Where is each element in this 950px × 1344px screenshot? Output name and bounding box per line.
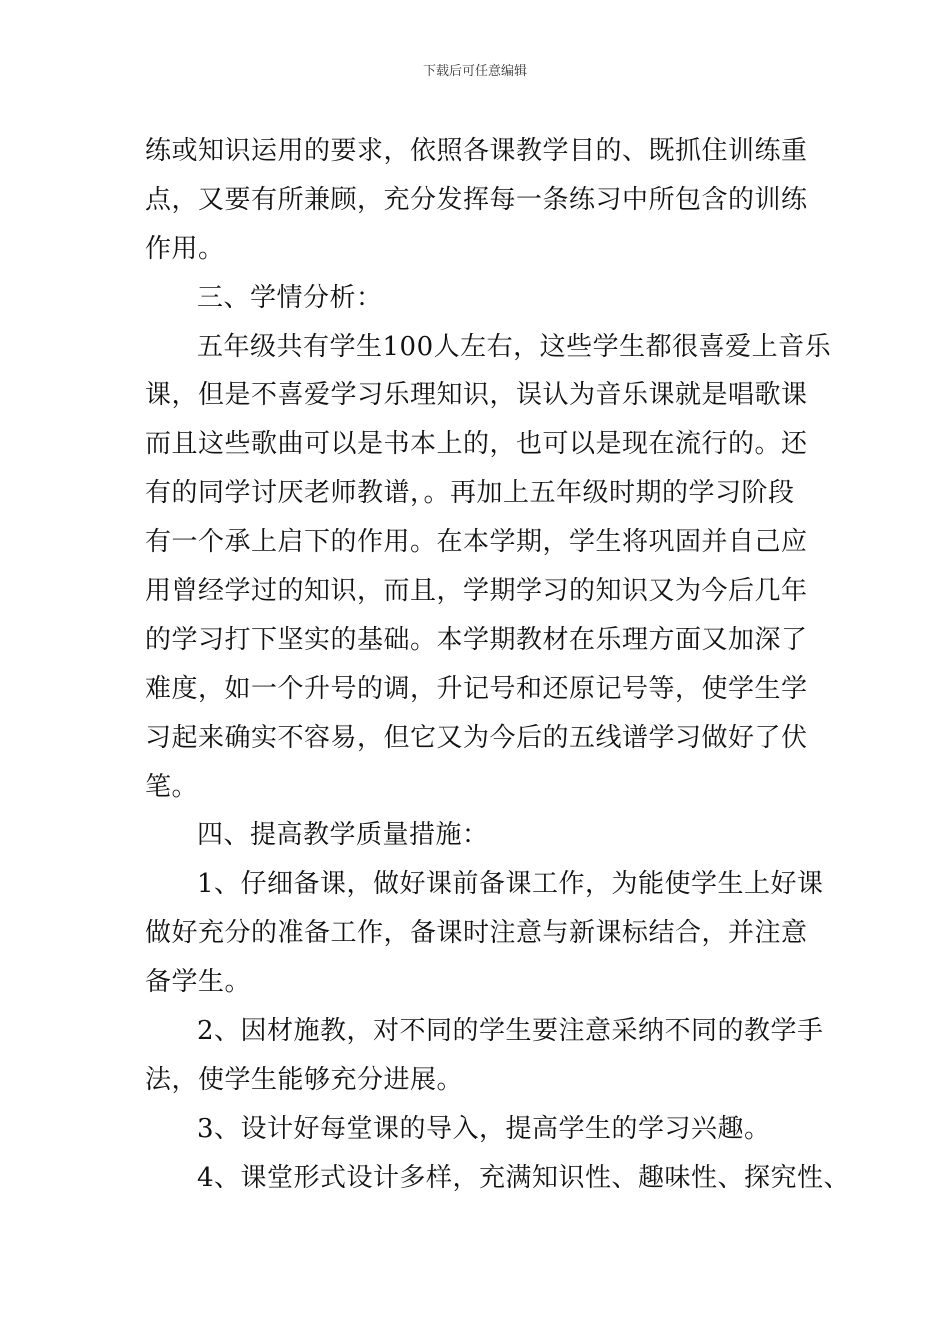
text-line: 点，又要有所兼顾，充分发挥每一条练习中所包含的训练 xyxy=(145,184,808,215)
text-line: 四、提高教学质量措施： xyxy=(197,820,489,851)
text-line: 习起来确实不容易，但它又为今后的五线谱学习做好了伏 xyxy=(145,722,808,753)
text-line: 4、课堂形式设计多样，充满知识性、趣味性、探究性、 xyxy=(197,1162,851,1193)
text-line: 备学生。 xyxy=(145,967,252,998)
text-line: 笔。 xyxy=(145,771,199,802)
document-body xyxy=(145,127,851,1203)
text-line: 五年级共有学生100人左右，这些学生都很喜爱上音乐 xyxy=(197,331,832,362)
text-line: 1、仔细备课，做好课前备课工作，为能使学生上好课 xyxy=(197,869,824,900)
text-line: 3、设计好每堂课的导入，提高学生的学习兴趣。 xyxy=(197,1113,771,1144)
text-line: 课，但是不喜爱学习乐理知识，误认为音乐课就是唱歌课 xyxy=(145,380,808,411)
text-line: 而且这些歌曲可以是书本上的，也可以是现在流行的。还 xyxy=(145,429,808,460)
text-line: 有一个承上启下的作用。在本学期，学生将巩固并自己应 xyxy=(145,527,808,558)
text-line: 做好充分的准备工作，备课时注意与新课标结合，并注意 xyxy=(145,918,808,949)
text-line: 用曾经学过的知识，而且，学期学习的知识又为今后几年 xyxy=(145,576,808,607)
text-line: 作用。 xyxy=(145,233,225,264)
page-header: 下载后可任意编辑 xyxy=(422,64,527,79)
text-line: 法，使学生能够充分进展。 xyxy=(145,1064,464,1095)
text-line: 难度，如一个升号的调，升记号和还原记号等，使学生学 xyxy=(145,673,808,704)
text-line: 有的同学讨厌老师教谱，。再加上五年级时期的学习阶段 xyxy=(145,478,795,509)
text-line: 三、学情分析： xyxy=(197,282,383,313)
text-line: 练或知识运用的要求，依照各课教学目的、既抓住训练重 xyxy=(145,136,808,166)
text-line: 的学习打下坚实的基础。本学期教材在乐理方面又加深了 xyxy=(145,624,808,655)
text-line: 2、因材施教，对不同的学生要注意采纳不同的教学手 xyxy=(197,1016,824,1047)
